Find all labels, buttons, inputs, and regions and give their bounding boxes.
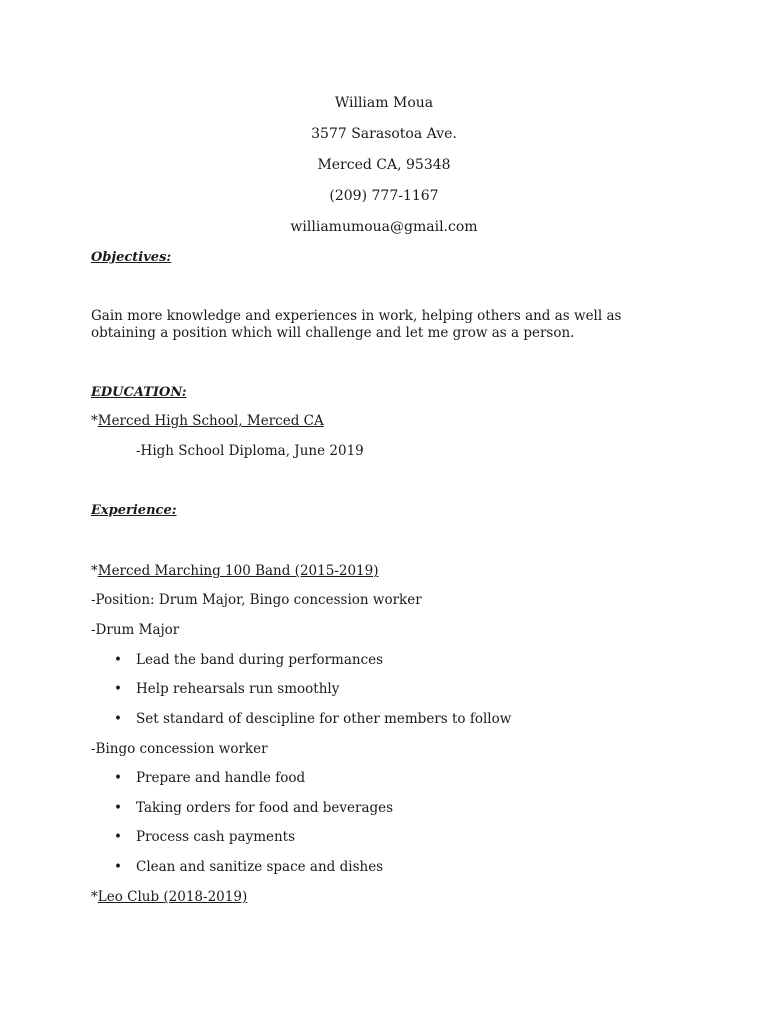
bingo-label: -Bingo concession worker bbox=[91, 741, 268, 757]
city-state-zip: Merced CA, 95348 bbox=[317, 157, 451, 173]
experience-heading: Experience: bbox=[91, 503, 177, 518]
objectives-heading: Objectives: bbox=[91, 250, 172, 265]
email-address: williamumoua@gmail.com bbox=[290, 219, 478, 235]
star-marker: * bbox=[91, 563, 98, 579]
bullet-icon: • bbox=[114, 859, 122, 875]
star-marker: * bbox=[91, 889, 98, 905]
street-address: 3577 Sarasotoa Ave. bbox=[311, 126, 457, 142]
bingo-item: Taking orders for food and beverages bbox=[136, 800, 394, 816]
education-school: Merced High School, Merced CA bbox=[97, 413, 324, 429]
applicant-name: William Moua bbox=[334, 95, 434, 111]
band-title-line bbox=[91, 563, 379, 580]
leo-title-line bbox=[91, 889, 247, 906]
bullet-icon: • bbox=[114, 711, 122, 727]
bullet-icon: • bbox=[114, 800, 122, 816]
drum-major-item: Set standard of descipline for other members to follow bbox=[136, 711, 512, 727]
drum-major-item: Help rehearsals run smoothly bbox=[136, 681, 340, 697]
bingo-item: Clean and sanitize space and dishes bbox=[136, 859, 384, 875]
leo-title: Leo Club (2018-2019) bbox=[97, 889, 248, 905]
phone-number: (209) 777-1167 bbox=[329, 188, 439, 204]
band-position: -Position: Drum Major, Bingo concession worker bbox=[91, 592, 422, 608]
education-diploma: -High School Diploma, June 2019 bbox=[136, 443, 364, 459]
drum-major-item: Lead the band during performances bbox=[136, 652, 384, 668]
bingo-item: Process cash payments bbox=[136, 829, 296, 845]
objectives-text: Gain more knowledge and experiences in work, helping others and as well as obtaining a position which will challenge and let me grow as a person. bbox=[91, 308, 622, 341]
education-school-line bbox=[91, 413, 324, 430]
bullet-icon: • bbox=[114, 652, 122, 668]
star-marker: * bbox=[91, 413, 98, 429]
band-title: Merced Marching 100 Band (2015-2019) bbox=[97, 563, 379, 579]
drum-major-label: -Drum Major bbox=[91, 622, 180, 638]
bullet-icon: • bbox=[114, 681, 122, 697]
education-heading: EDUCATION: bbox=[91, 385, 187, 400]
bullet-icon: • bbox=[114, 770, 122, 786]
bullet-icon: • bbox=[114, 829, 122, 845]
bingo-item: Prepare and handle food bbox=[136, 770, 306, 786]
